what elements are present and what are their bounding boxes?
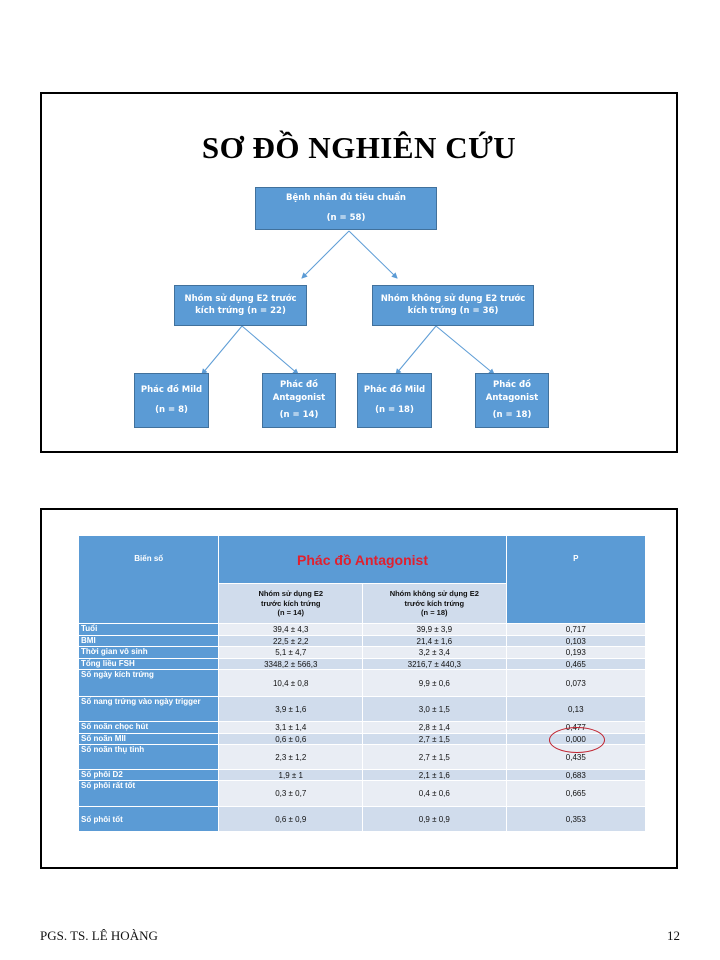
- arrow-group1-to-mild: [202, 326, 242, 374]
- value-group-no-e2: 0,4 ± 0,6: [363, 781, 507, 807]
- leaf-box-label: Phác đồ: [280, 379, 318, 390]
- value-group-e2: 0,3 ± 0,7: [219, 781, 363, 807]
- value-group-e2: 3,9 ± 1,6: [219, 697, 363, 722]
- leaf-box-label: Phác đồ Mild: [140, 385, 203, 396]
- table-row: [79, 624, 646, 636]
- leaf-box-count: (n = 18): [492, 410, 532, 421]
- p-value: 0,477: [506, 722, 645, 734]
- header-group-e2-line1: Nhóm sử dụng E2: [258, 589, 324, 599]
- row-label: Số nang trứng vào ngày trigger: [79, 697, 219, 722]
- p-value: 0,000: [506, 734, 645, 745]
- group-box-e2-line2: kích trứng (n = 22): [195, 305, 286, 316]
- row-label: Số noãn thụ tinh: [79, 745, 219, 770]
- value-group-no-e2: 3216,7 ± 440,3: [363, 659, 507, 670]
- header-p-value: P: [506, 536, 645, 624]
- table-row: [79, 647, 646, 659]
- leaf-box-mild-no-e2: [357, 373, 432, 428]
- header-protocol: Phác đồ Antagonist: [219, 536, 506, 584]
- results-table: [78, 535, 646, 832]
- p-value: 0,683: [506, 770, 645, 781]
- value-group-no-e2: 21,4 ± 1,6: [363, 636, 507, 647]
- value-group-e2: 5,1 ± 4,7: [219, 647, 363, 659]
- row-label: Số phôi tốt: [79, 807, 219, 832]
- value-group-e2: 22,5 ± 2,2: [219, 636, 363, 647]
- table-row: [79, 670, 646, 697]
- leaf-box-label-2: Antagonist: [272, 392, 326, 403]
- row-label: BMI: [79, 636, 219, 647]
- leaf-box-label: Phác đồ Mild: [363, 385, 426, 396]
- group-box-no-e2-line2: kích trứng (n = 36): [407, 305, 499, 316]
- header-group-no-e2: [363, 584, 507, 624]
- value-group-no-e2: 2,7 ± 1,5: [363, 745, 507, 770]
- leaf-box-label: Phác đồ: [493, 379, 531, 390]
- p-value: 0,717: [506, 624, 645, 636]
- value-group-e2: 3348,2 ± 566,3: [219, 659, 363, 670]
- p-value: 0,465: [506, 659, 645, 670]
- table-row: [79, 770, 646, 781]
- p-value: 0,193: [506, 647, 645, 659]
- header-group-no-e2-line2: trước kích trứng: [404, 598, 465, 608]
- row-label: Số ngày kích trứng: [79, 670, 219, 697]
- row-label: Số noãn chọc hút: [79, 722, 219, 734]
- arrow-group1-to-antagonist: [242, 326, 298, 374]
- table-row: [79, 636, 646, 647]
- value-group-no-e2: 2,8 ± 1,4: [363, 722, 507, 734]
- highlight-circle: [549, 727, 605, 753]
- header-group-e2: [219, 584, 363, 624]
- header-variable: Biến số: [79, 536, 219, 624]
- arrow-group2-to-mild: [396, 326, 436, 374]
- table-row: [79, 659, 646, 670]
- slide-antagonist-table: [40, 508, 678, 869]
- p-value: 0,13: [506, 697, 645, 722]
- slide-study-diagram: [40, 92, 678, 453]
- value-group-no-e2: 2,7 ± 1,5: [363, 734, 507, 745]
- root-box-label: Bệnh nhân đủ tiêu chuẩn: [286, 193, 406, 204]
- root-box-eligible-patients: [255, 187, 437, 230]
- value-group-no-e2: 9,9 ± 0,6: [363, 670, 507, 697]
- p-value: 0,435: [506, 745, 645, 770]
- arrow-root-to-group1: [302, 231, 349, 278]
- footer-author: PGS. TS. LÊ HOÀNG: [40, 928, 158, 943]
- leaf-box-antagonist-e2: [262, 373, 336, 428]
- p-value: 0,353: [506, 807, 645, 832]
- row-label: Tuổi: [79, 624, 219, 636]
- value-group-e2: 0,6 ± 0,9: [219, 807, 363, 832]
- row-label: Số phôi D2: [79, 770, 219, 781]
- value-group-no-e2: 2,1 ± 1,6: [363, 770, 507, 781]
- p-value: 0,103: [506, 636, 645, 647]
- value-group-e2: 39,4 ± 4,3: [219, 624, 363, 636]
- value-group-e2: 10,4 ± 0,8: [219, 670, 363, 697]
- value-group-no-e2: 3,0 ± 1,5: [363, 697, 507, 722]
- row-label: Số noãn MII: [79, 734, 219, 745]
- leaf-box-mild-e2: [134, 373, 209, 428]
- p-value: 0,073: [506, 670, 645, 697]
- leaf-box-count: (n = 8): [155, 404, 188, 415]
- slide-title: SƠ ĐỒ NGHIÊN CỨU: [201, 130, 517, 165]
- header-group-no-e2-line1: Nhóm không sử dụng E2: [389, 589, 479, 599]
- leaf-box-count: (n = 14): [279, 410, 319, 421]
- root-box-count: (n = 58): [326, 212, 366, 223]
- table-row: [79, 781, 646, 807]
- group-box-e2: [174, 285, 307, 326]
- group-box-no-e2-line1: Nhóm không sử dụng E2 trước: [380, 294, 526, 305]
- header-group-e2-line2: trước kích trứng: [260, 598, 321, 608]
- table-row: [79, 807, 646, 832]
- page-number: 12: [667, 928, 680, 943]
- group-box-no-e2: [372, 285, 534, 326]
- value-group-e2: 3,1 ± 1,4: [219, 722, 363, 734]
- arrow-group2-to-antagonist: [436, 326, 494, 374]
- header-group-no-e2-count: (n = 18): [421, 608, 448, 618]
- row-label: Số phôi rất tốt: [79, 781, 219, 807]
- value-group-no-e2: 39,9 ± 3,9: [363, 624, 507, 636]
- leaf-box-count: (n = 18): [375, 404, 414, 415]
- value-group-e2: 1,9 ± 1: [219, 770, 363, 781]
- table-row: [79, 697, 646, 722]
- leaf-box-label-2: Antagonist: [485, 392, 539, 403]
- arrow-root-to-group2: [349, 231, 397, 278]
- value-group-no-e2: 3,2 ± 3,4: [363, 647, 507, 659]
- header-group-e2-count: (n = 14): [277, 608, 304, 618]
- p-value: 0,665: [506, 781, 645, 807]
- leaf-box-antagonist-no-e2: [475, 373, 549, 428]
- value-group-e2: 2,3 ± 1,2: [219, 745, 363, 770]
- row-label: Tổng liều FSH: [79, 659, 219, 670]
- value-group-e2: 0,6 ± 0,6: [219, 734, 363, 745]
- group-box-e2-line1: Nhóm sử dụng E2 trước: [184, 294, 297, 305]
- value-group-no-e2: 0,9 ± 0,9: [363, 807, 507, 832]
- row-label: Thời gian vô sinh: [79, 647, 219, 659]
